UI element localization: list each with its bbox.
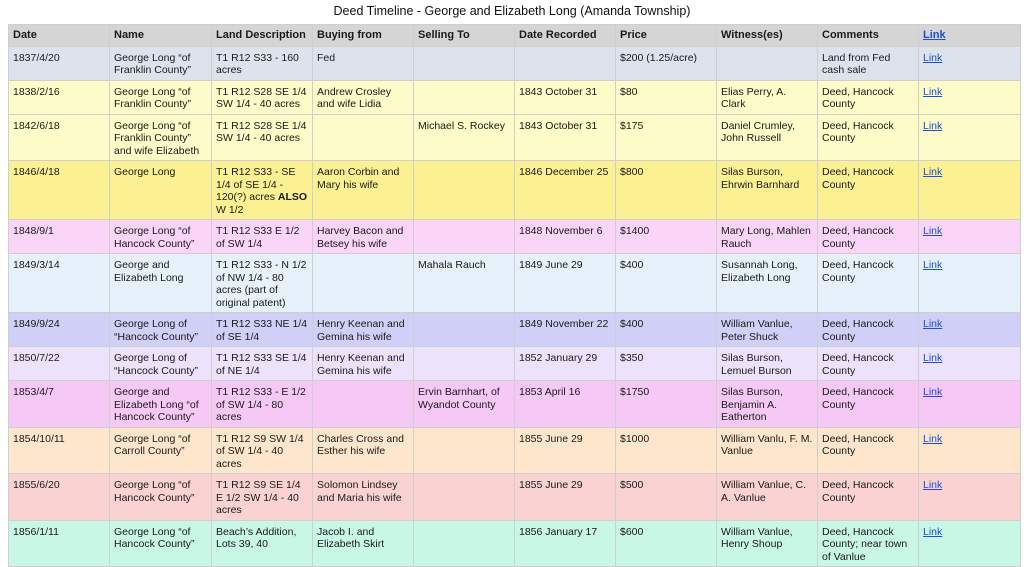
- table-row: [9, 161, 1021, 220]
- land-description-text: T1 R12 S28 SE 1/4 SW 1/4 - 40 acres: [216, 119, 307, 144]
- date-cell: 1838/2/16: [9, 80, 110, 114]
- date-cell: 1849/3/14: [9, 254, 110, 313]
- date-cell: 1855/6/20: [9, 474, 110, 521]
- table-row: [9, 80, 1021, 114]
- link-cell: [919, 313, 1021, 347]
- link-cell: [919, 347, 1021, 381]
- date-cell: 1850/7/22: [9, 347, 110, 381]
- date-recorded-cell: 1849 June 29: [515, 254, 616, 313]
- land-description-text: T1 R12 S9 SW 1/4 of SW 1/4 - 40 acres: [216, 432, 304, 470]
- selling-to-cell: Michael S. Rockey: [414, 114, 515, 161]
- land-description-cell: [212, 80, 313, 114]
- price-cell: $1750: [616, 381, 717, 428]
- price-cell: $600: [616, 520, 717, 567]
- selling-to-cell: [414, 520, 515, 567]
- table-row: [9, 254, 1021, 313]
- land-description-cell: [212, 474, 313, 521]
- land-description-tail: W 1/2: [216, 203, 244, 216]
- land-description-cell: [212, 220, 313, 254]
- link-cell: [919, 520, 1021, 567]
- date-recorded-cell: 1855 June 29: [515, 474, 616, 521]
- name-cell: George and Elizabeth Long “of Hancock County”: [110, 381, 212, 428]
- comments-cell: Deed, Hancock County: [818, 80, 919, 114]
- date-recorded-cell: 1855 June 29: [515, 427, 616, 474]
- price-cell: $1400: [616, 220, 717, 254]
- land-description-text: T1 R12 S33 NE 1/4 of SE 1/4: [216, 318, 308, 343]
- date-cell: 1837/4/20: [9, 46, 110, 80]
- land-description-cell: [212, 427, 313, 474]
- table-row: [9, 313, 1021, 347]
- name-cell: George Long of “Hancock County”: [110, 313, 212, 347]
- name-cell: George Long “of Franklin County”: [110, 80, 212, 114]
- deed-link[interactable]: Link: [923, 119, 943, 132]
- deed-link[interactable]: Link: [923, 432, 943, 445]
- link-cell: [919, 381, 1021, 428]
- land-description-cell: [212, 114, 313, 161]
- price-cell: $500: [616, 474, 717, 521]
- buying-from-cell: Jacob I. and Elizabeth Skirt: [313, 520, 414, 567]
- price-cell: $1000: [616, 427, 717, 474]
- name-cell: George Long “of Carroll County”: [110, 427, 212, 474]
- col-header-name[interactable]: Name: [110, 25, 212, 47]
- land-description-cell: [212, 161, 313, 220]
- deed-link[interactable]: Link: [923, 352, 943, 364]
- land-description-cell: [212, 46, 313, 80]
- buying-from-cell: Andrew Crosley and wife Lidia: [313, 80, 414, 114]
- deed-link[interactable]: Link: [923, 166, 943, 178]
- date-cell: 1849/9/24: [9, 313, 110, 347]
- name-cell: George Long “of Hancock County”: [110, 520, 212, 567]
- comments-cell: Deed, Hancock County: [818, 474, 919, 521]
- header-link[interactable]: Link: [923, 29, 946, 41]
- selling-to-cell: [414, 80, 515, 114]
- date-cell: 1854/10/11: [9, 427, 110, 474]
- date-recorded-cell: 1856 January 17: [515, 520, 616, 567]
- deed-link[interactable]: Link: [923, 85, 943, 98]
- date-recorded-cell: 1843 October 31: [515, 80, 616, 114]
- date-cell: 1842/6/18: [9, 114, 110, 161]
- selling-to-cell: [414, 220, 515, 254]
- witnesses-cell: Daniel Crumley, John Russell: [717, 114, 818, 161]
- name-cell: George Long “of Hancock County”: [110, 474, 212, 521]
- link-cell: [919, 114, 1021, 161]
- date-cell: 1848/9/1: [9, 220, 110, 254]
- land-description-text: T1 R12 S33 - E 1/2 of SW 1/4 - 80 acres: [216, 386, 306, 423]
- land-description-text: T1 R12 S9 SE 1/4 E 1/2 SW 1/4 - 40 acres: [216, 479, 301, 516]
- link-cell: [919, 427, 1021, 474]
- witnesses-cell: Silas Burson, Lemuel Burson: [717, 347, 818, 381]
- date-cell: 1853/4/7: [9, 381, 110, 428]
- table-row: [9, 46, 1021, 80]
- selling-to-cell: [414, 427, 515, 474]
- selling-to-cell: Ervin Barnhart, of Wyandot County: [414, 381, 515, 428]
- buying-from-cell: Solomon Lindsey and Maria his wife: [313, 474, 414, 521]
- buying-from-cell: [313, 114, 414, 161]
- land-description-cell: [212, 254, 313, 313]
- land-description-cell: [212, 313, 313, 347]
- selling-to-cell: Mahala Rauch: [414, 254, 515, 313]
- price-cell: $80: [616, 80, 717, 114]
- land-description-text: T1 R12 S28 SE 1/4 SW 1/4 - 40 acres: [216, 85, 307, 110]
- buying-from-cell: [313, 254, 414, 313]
- witnesses-cell: Mary Long, Mahlen Rauch: [717, 220, 818, 254]
- link-cell: [919, 254, 1021, 313]
- deed-link[interactable]: Link: [923, 259, 943, 271]
- table-row: [9, 220, 1021, 254]
- table-row: [9, 474, 1021, 521]
- date-recorded-cell: 1853 April 16: [515, 381, 616, 428]
- selling-to-cell: [414, 313, 515, 347]
- link-cell: [919, 161, 1021, 220]
- witnesses-cell: William Vanlue, Peter Shuck: [717, 313, 818, 347]
- col-header-date[interactable]: Date: [9, 25, 110, 47]
- witnesses-cell: Silas Burson, Ehrwin Barnhard: [717, 161, 818, 220]
- link-cell: [919, 474, 1021, 521]
- date-cell: 1856/1/11: [9, 520, 110, 567]
- price-cell: $400: [616, 313, 717, 347]
- name-cell: George and Elizabeth Long: [110, 254, 212, 313]
- col-header-buying-from[interactable]: Buying from: [313, 25, 414, 47]
- witnesses-cell: William Vanlue, Henry Shoup: [717, 520, 818, 567]
- name-cell: George Long: [110, 161, 212, 220]
- land-description-text: T1 R12 S33 - 160 acres: [216, 51, 299, 76]
- comments-cell: Deed, Hancock County: [818, 313, 919, 347]
- link-cell: [919, 46, 1021, 80]
- land-description-text: Beach’s Addition, Lots 39, 40: [216, 525, 297, 550]
- table-row: [9, 381, 1021, 428]
- deed-link[interactable]: Link: [923, 225, 943, 237]
- price-cell: $800: [616, 161, 717, 220]
- witnesses-cell: William Vanlu, F. M. Vanlue: [717, 427, 818, 474]
- date-recorded-cell: 1852 January 29: [515, 347, 616, 381]
- date-recorded-cell: 1843 October 31: [515, 114, 616, 161]
- witnesses-cell: [717, 46, 818, 80]
- comments-cell: Deed, Hancock County: [818, 254, 919, 313]
- deed-link[interactable]: Link: [923, 51, 943, 64]
- name-cell: George Long of “Hancock County”: [110, 347, 212, 381]
- header-row: [9, 25, 1021, 47]
- deed-link[interactable]: Link: [923, 525, 943, 538]
- col-header-price[interactable]: Price: [616, 25, 717, 47]
- land-description-cell: [212, 520, 313, 567]
- comments-cell: Deed, Hancock County; near town of Vanlue: [818, 520, 919, 567]
- name-cell: George Long “of Franklin County” and wife Elizabeth: [110, 114, 212, 161]
- deed-link[interactable]: Link: [923, 386, 943, 398]
- comments-cell: Deed, Hancock County: [818, 347, 919, 381]
- date-recorded-cell: 1848 November 6: [515, 220, 616, 254]
- land-description-text: T1 R12 S33 E 1/2 of SW 1/4: [216, 225, 300, 250]
- price-cell: $200 (1.25/acre): [616, 46, 717, 80]
- table-row: [9, 347, 1021, 381]
- col-header-witnesses[interactable]: Witness(es): [717, 25, 818, 47]
- comments-cell: Deed, Hancock County: [818, 114, 919, 161]
- buying-from-cell: Henry Keenan and Gemina his wife: [313, 313, 414, 347]
- price-cell: $175: [616, 114, 717, 161]
- land-description-cell: [212, 381, 313, 428]
- deed-link[interactable]: Link: [923, 479, 943, 491]
- page-title: Deed Timeline - George and Elizabeth Long (Amanda Township): [333, 4, 691, 18]
- buying-from-cell: Fed: [313, 46, 414, 80]
- name-cell: George Long “of Franklin County”: [110, 46, 212, 80]
- table-row: [9, 427, 1021, 474]
- land-description-text: T1 R12 S33 SE 1/4 of NE 1/4: [216, 352, 307, 377]
- witnesses-cell: Elias Perry, A. Clark: [717, 80, 818, 114]
- link-cell: [919, 220, 1021, 254]
- date-recorded-cell: 1846 December 25: [515, 161, 616, 220]
- selling-to-cell: [414, 347, 515, 381]
- col-header-link[interactable]: [919, 25, 1021, 47]
- witnesses-cell: William Vanlue, C. A. Vanlue: [717, 474, 818, 521]
- table-row: [9, 520, 1021, 567]
- deed-link[interactable]: Link: [923, 318, 943, 330]
- land-description-text: T1 R12 S33 - SE 1/4 of SE 1/4 - 120(?) acres: [216, 166, 296, 203]
- date-recorded-cell: 1849 November 22: [515, 313, 616, 347]
- col-header-comments[interactable]: Comments: [818, 25, 919, 47]
- deed-table: [8, 24, 1021, 567]
- witnesses-cell: Susannah Long, Elizabeth Long: [717, 254, 818, 313]
- selling-to-cell: [414, 46, 515, 80]
- comments-cell: Deed, Hancock County: [818, 161, 919, 220]
- date-cell: 1846/4/18: [9, 161, 110, 220]
- selling-to-cell: [414, 474, 515, 521]
- selling-to-cell: [414, 161, 515, 220]
- price-cell: $400: [616, 254, 717, 313]
- comments-cell: Deed, Hancock County: [818, 381, 919, 428]
- land-description-text: T1 R12 S33 - N 1/2 of NW 1/4 - 80 acres (part of original patent): [216, 259, 307, 309]
- comments-cell: Deed, Hancock County: [818, 220, 919, 254]
- buying-from-cell: [313, 381, 414, 428]
- buying-from-cell: Charles Cross and Esther his wife: [313, 427, 414, 474]
- witnesses-cell: Silas Burson, Benjamin A. Eatherton: [717, 381, 818, 428]
- comments-cell: Deed, Hancock County: [818, 427, 919, 474]
- buying-from-cell: Harvey Bacon and Betsey his wife: [313, 220, 414, 254]
- date-recorded-cell: [515, 46, 616, 80]
- buying-from-cell: Aaron Corbin and Mary his wife: [313, 161, 414, 220]
- table-row: [9, 114, 1021, 161]
- price-cell: $350: [616, 347, 717, 381]
- name-cell: George Long “of Hancock County”: [110, 220, 212, 254]
- col-header-land-description[interactable]: Land Description: [212, 25, 313, 47]
- col-header-selling-to[interactable]: Selling To: [414, 25, 515, 47]
- land-description-cell: [212, 347, 313, 381]
- col-header-date-recorded[interactable]: Date Recorded: [515, 25, 616, 47]
- link-cell: [919, 80, 1021, 114]
- buying-from-cell: Henry Keenan and Gemina his wife: [313, 347, 414, 381]
- land-description-note: ALSO: [277, 191, 308, 203]
- comments-cell: Land from Fed cash sale: [818, 46, 919, 80]
